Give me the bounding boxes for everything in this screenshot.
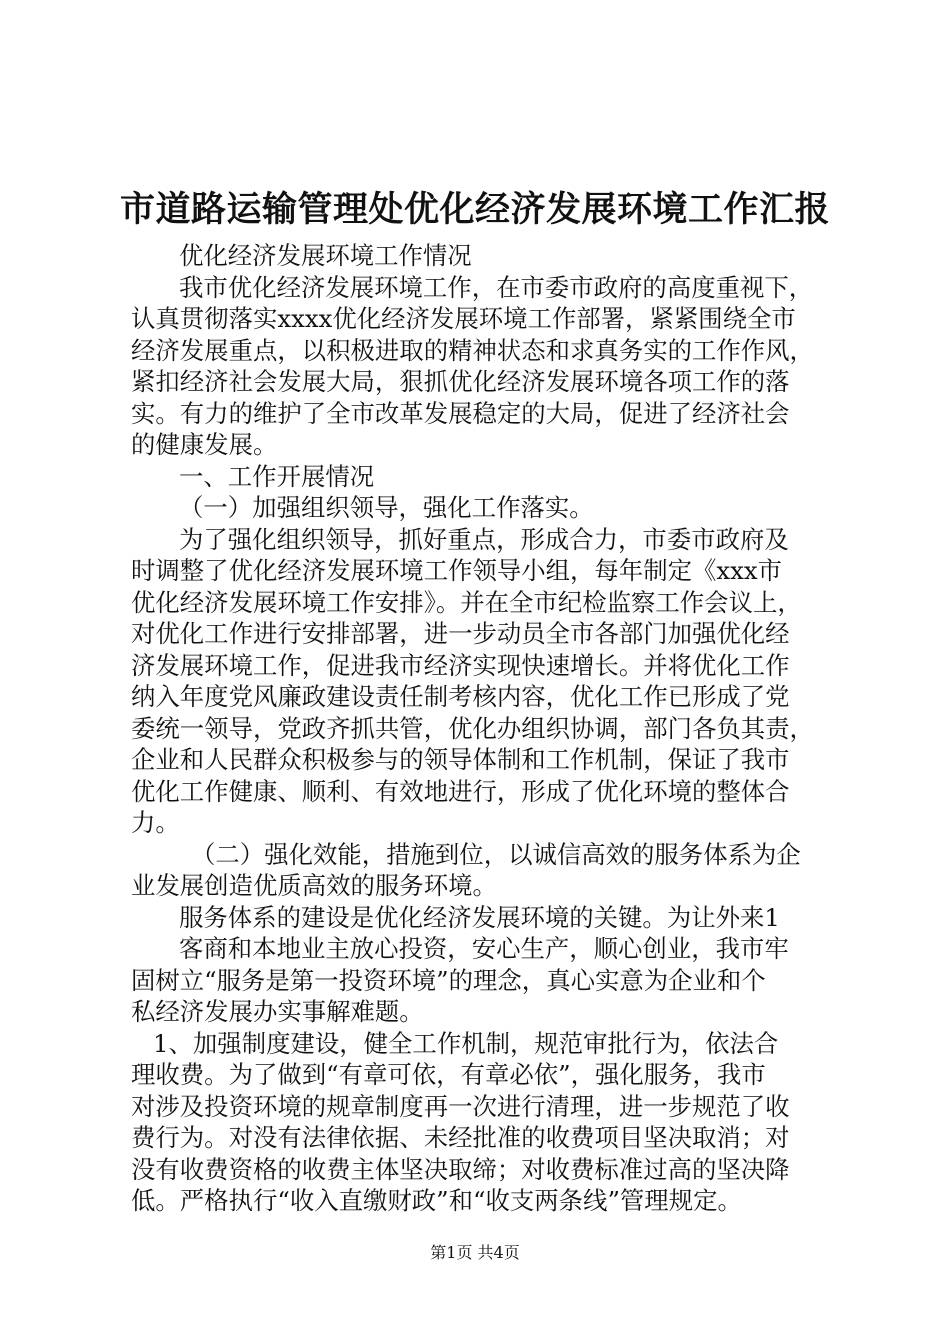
paragraph-line: 委统一领导，党政齐抓共管，优化办组织协调，部门各负其责，: [131, 713, 814, 743]
paragraph-line: 企业和人民群众积极参与的领导体制和工作机制，保证了我市: [131, 745, 790, 774]
section-heading: 一、工作开展情况: [179, 461, 375, 491]
paragraph-line: 认真贯彻落实xxxx优化经济发展环境工作部署，紧紧围绕全市: [131, 304, 796, 333]
paragraph-line: 1、加强制度建设，健全工作机制，规范审批行为，依法合: [153, 1028, 779, 1058]
paragraph-line: 固树立“服务是第一投资环境”的理念，真心实意为企业和个: [131, 965, 766, 995]
paragraph-line: 为了强化组织领导，抓好重点，形成合力，市委市政府及: [179, 524, 789, 554]
paragraph-line: 实。有力的维护了全市改革发展稳定的大局，促进了经济社会: [131, 398, 790, 428]
subsection-heading: （一）加强组织领导，强化工作落实。: [179, 493, 594, 522]
paragraph-line: 费行为。对没有法律依据、未经批准的收费项目坚决取消；对: [131, 1123, 790, 1152]
document-title: 市道路运输管理处优化经济发展环境工作汇报: [119, 190, 830, 230]
paragraph-line: 优化工作健康、顺利、有效地进行，形成了优化环境的整体合: [131, 776, 790, 806]
paragraph-line: 对涉及投资环境的规章制度再一次进行清理，进一步规范了收: [131, 1091, 790, 1121]
paragraph-line: 我市优化经济发展环境工作，在市委市政府的高度重视下，: [179, 272, 814, 302]
paragraph-line: 力。: [131, 808, 180, 837]
section-heading: 优化经济发展环境工作情况: [179, 241, 472, 270]
paragraph-line: 客商和本地业主放心投资，安心生产，顺心创业，我市牢: [179, 934, 789, 963]
paragraph-line: 私经济发展办实事解难题。: [131, 997, 424, 1026]
paragraph-line: 济发展环境工作，促进我市经济实现快速增长。并将优化工作: [131, 650, 790, 680]
subsection-heading: （二）强化效能，措施到位，以诚信高效的服务体系为企: [191, 839, 801, 869]
document-body: [131, 240, 831, 1217]
paragraph-line: 服务体系的建设是优化经济发展环境的关键。为让外来1: [179, 902, 780, 932]
paragraph-line: 对优化工作进行安排部署，进一步动员全市各部门加强优化经: [131, 619, 790, 648]
paragraph-line: 紧扣经济社会发展大局，狠抓优化经济发展环境各项工作的落: [131, 367, 790, 396]
paragraph-line: 优化经济发展环境工作安排》。并在全市纪检监察工作会议上，: [131, 587, 802, 617]
paragraph-line: 纳入年度党风廉政建设责任制考核内容，优化工作已形成了党: [131, 682, 790, 711]
paragraph-line: 理收费。为了做到“有章可依，有章必依”，强化服务，我市: [131, 1060, 766, 1089]
paragraph-line: 时调整了优化经济发展环境工作领导小组，每年制定《xxx市: [131, 556, 783, 585]
paragraph-line: 的健康发展。: [131, 430, 278, 459]
paragraph-line: 经济发展重点，以积极进取的精神状态和求真务实的工作作风，: [131, 335, 814, 365]
paragraph-line: 低。严格执行“收入直缴财政”和“收支两条线”管理规定。: [131, 1186, 742, 1215]
paragraph-line: 没有收费资格的收费主体坚决取缔；对收费标准过高的坚决降: [131, 1154, 790, 1184]
paragraph-line: 业发展创造优质高效的服务环境。: [131, 871, 497, 900]
page-footer: 第1页 共4页: [430, 1243, 520, 1262]
